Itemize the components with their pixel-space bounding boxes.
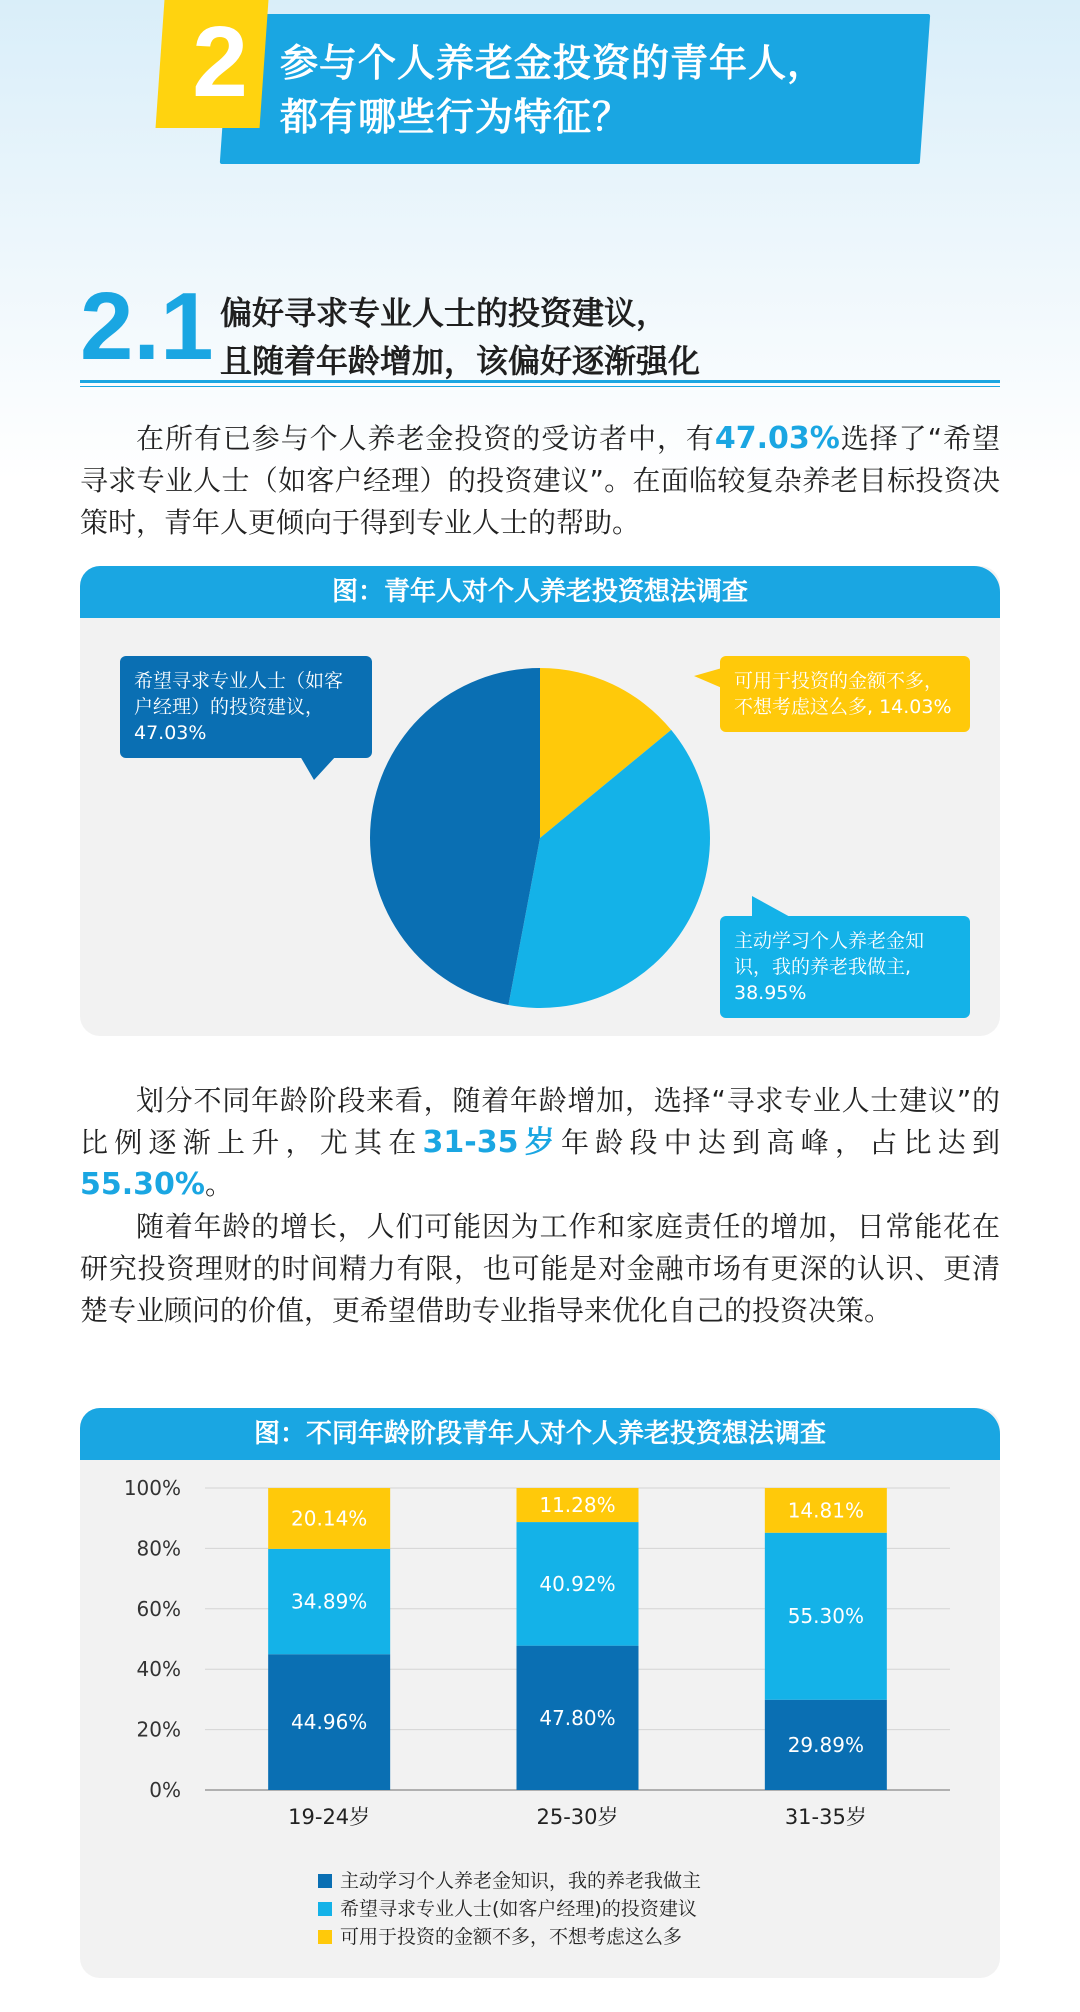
header-title: [280, 36, 900, 144]
para2-middle: 年龄段中达到高峰，占比达到: [560, 1126, 1000, 1159]
para1-prefix: 在所有已参与个人养老金投资的受访者中，有: [136, 422, 715, 455]
age-paragraph: [80, 1080, 1000, 1332]
pie-callout-tail: [694, 668, 722, 688]
pie-callout-tail: [300, 756, 336, 780]
x-category-label: 31-35岁: [784, 1805, 867, 1829]
legend-swatch: [318, 1902, 332, 1916]
section-divider-thin: [80, 386, 1000, 387]
y-tick-label: 60%: [136, 1596, 181, 1621]
bar-value-label: 11.28%: [539, 1493, 616, 1518]
pie-label-notmuch: 可用于投资的金额不多，不想考虑这么多, 14.03%: [734, 670, 952, 718]
pie-callout-self: [720, 916, 970, 1018]
intro-paragraph-text: [80, 418, 1000, 544]
header-number: 2: [192, 6, 248, 118]
para2-suffix: 。: [204, 1168, 233, 1201]
pie-chart-card: [80, 566, 1000, 1036]
bar-value-label: 40.92%: [539, 1571, 616, 1596]
bar-chart-header: [80, 1408, 1000, 1460]
section-heading: [80, 273, 1000, 385]
y-tick-label: 0%: [149, 1778, 181, 1802]
legend-item: [340, 1896, 697, 1922]
y-tick-label: 40%: [136, 1657, 181, 1682]
age-paragraph-text: [80, 1080, 1000, 1206]
pie-label-professional: 希望寻求专业人士（如客户经理）的投资建议，47.03%: [134, 670, 344, 744]
legend-swatch: [318, 1874, 332, 1888]
legend-item: [340, 1924, 682, 1950]
para2-highlight-pct: 55.30%: [80, 1167, 205, 1202]
bar-value-label: 34.89%: [291, 1589, 368, 1614]
para2-highlight-age: 31-35岁: [422, 1125, 561, 1160]
legend-label: 希望寻求专业人士(如客户经理)的投资建议: [340, 1898, 697, 1920]
y-tick-label: 100%: [123, 1476, 181, 1500]
intro-paragraph: [80, 418, 1000, 544]
para1-suffix: 选择了“希望寻求专业人士（如客户经理）的投资建议”。在面临较复杂养老目标投资决策时，青年人更倾向于得到专业人士的帮助。: [80, 422, 1000, 539]
pie-chart-header: [80, 566, 1000, 618]
pie-callout-notmuch: [720, 656, 970, 732]
legend-label: 主动学习个人养老金知识，我的养老我做主: [340, 1870, 702, 1892]
bar-value-label: 47.80%: [539, 1705, 616, 1730]
section-title-line1: 偏好寻求专业人士的投资建议，: [220, 294, 669, 332]
bar-value-label: 55.30%: [787, 1604, 864, 1629]
bar-chart-card: [80, 1408, 1000, 1978]
legend-item: [340, 1868, 701, 1894]
pie-callout-tail: [752, 896, 792, 918]
pie-chart-title: 图：青年人对个人养老投资想法调查: [331, 577, 748, 607]
bar-value-label: 29.89%: [787, 1732, 864, 1757]
legend-label: 可用于投资的金额不多，不想考虑这么多: [340, 1926, 683, 1948]
section-number: 2.1: [80, 273, 214, 380]
stacked-bar-chart: [80, 1460, 1000, 1880]
header-title-line1: 参与个人养老金投资的青年人，: [280, 41, 827, 85]
reason-paragraph-text: 随着年龄的增长，人们可能因为工作和家庭责任的增加，日常能花在研究投资理财的时间精力有限，也可能是对金融市场有更深的认识、更清楚专业顾问的价值，更希望借助专业指导来优化自己的投资决策。: [80, 1210, 1000, 1327]
pie-callout-professional: [120, 656, 372, 758]
x-category-label: 25-30岁: [536, 1805, 619, 1829]
para2-prefix: 划分不同年龄阶段来看，随着年龄增加，选择“寻求专业人士建议”的比例逐渐上升，尤其在: [80, 1084, 1000, 1159]
chapter-header: [150, 0, 940, 180]
legend-swatch: [318, 1930, 332, 1944]
bar-chart-title: 图：不同年龄阶段青年人对个人养老投资想法调查: [253, 1419, 826, 1449]
y-tick-label: 20%: [136, 1717, 181, 1742]
section-divider: [80, 380, 1000, 383]
section-title-line2: 且随着年龄增加，该偏好逐渐强化: [220, 342, 701, 380]
pie-label-self: 主动学习个人养老金知识，我的养老我做主, 38.95%: [734, 930, 925, 1004]
pie-slice: [370, 668, 540, 1005]
y-tick-label: 80%: [136, 1536, 181, 1561]
bar-value-label: 20.14%: [291, 1506, 368, 1531]
bar-value-label: 44.96%: [291, 1710, 368, 1735]
section-title: [220, 289, 980, 385]
para1-highlight: 47.03%: [714, 421, 840, 456]
header-title-line2: 都有哪些行为特征？: [280, 95, 632, 139]
bar-value-label: 14.81%: [787, 1498, 864, 1523]
x-category-label: 19-24岁: [288, 1805, 371, 1829]
